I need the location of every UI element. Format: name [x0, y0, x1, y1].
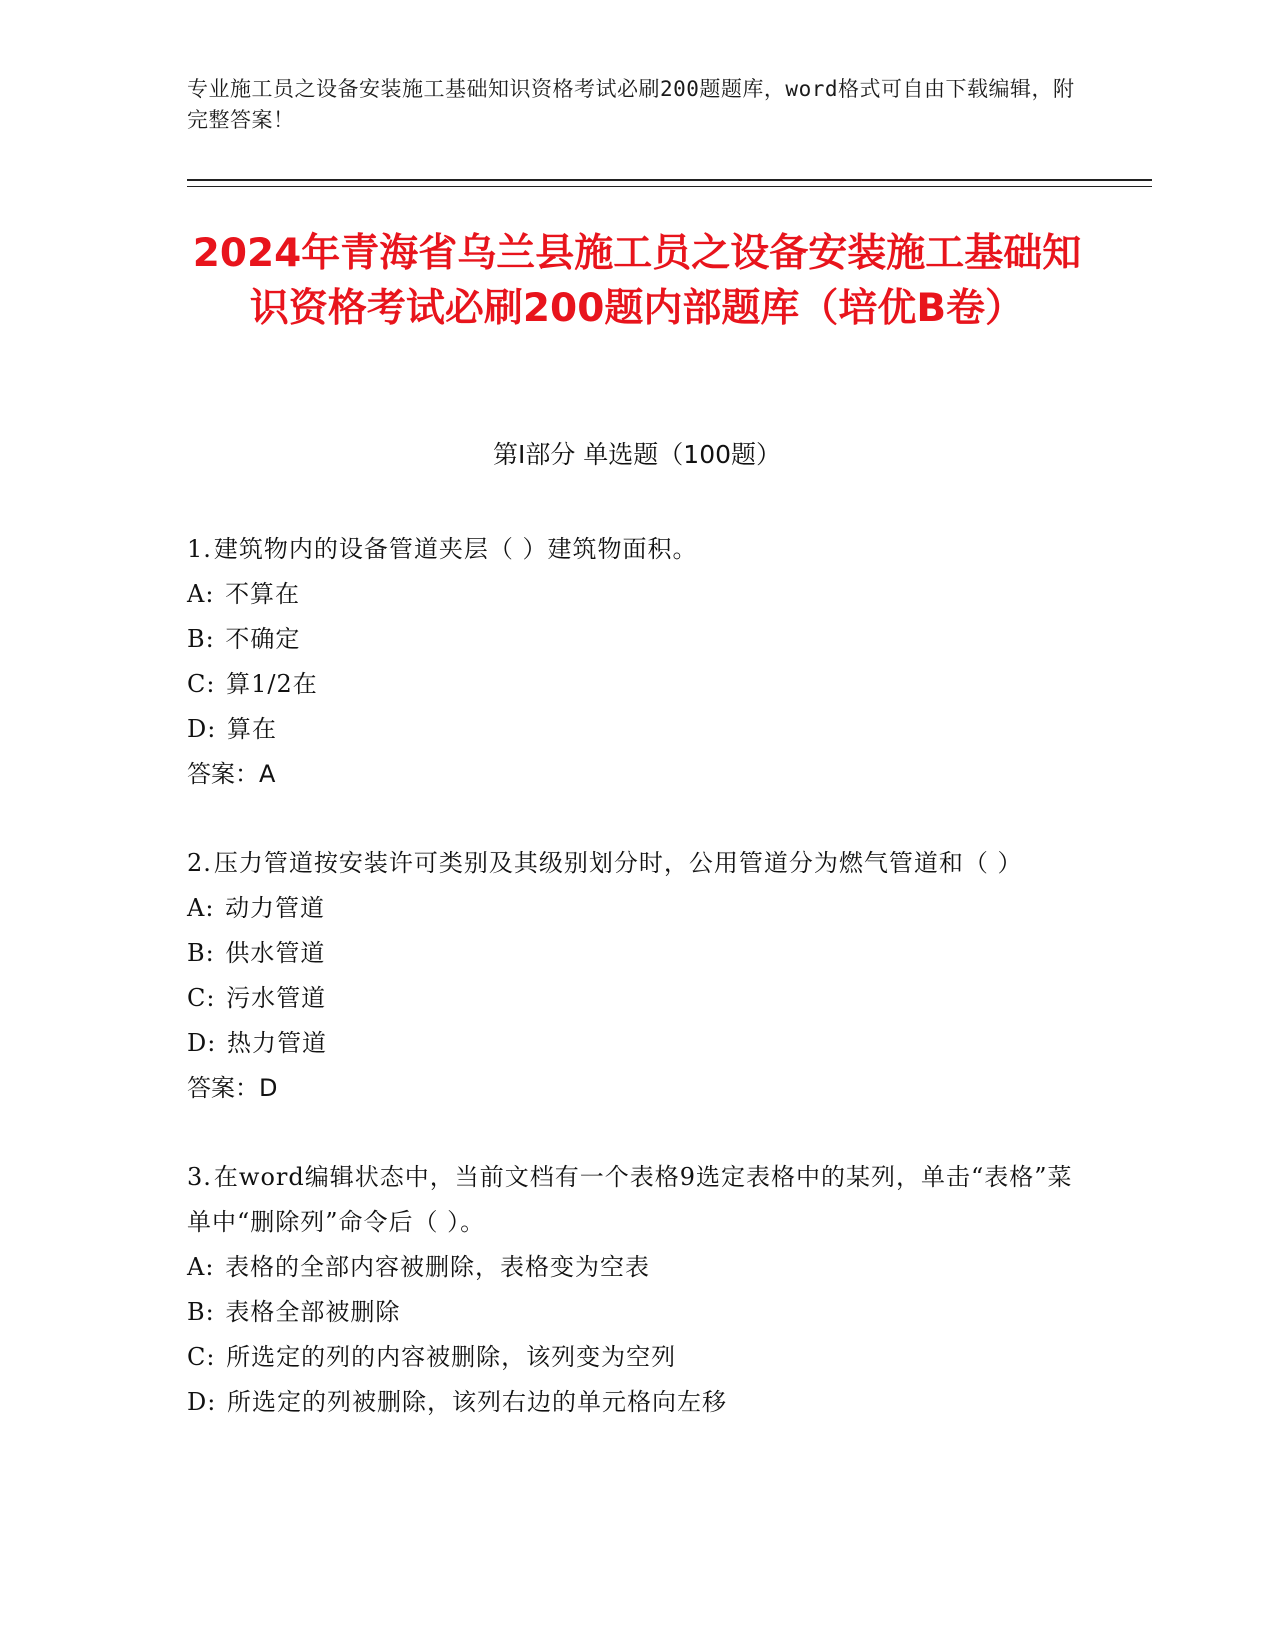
option-text: 不算在 [225, 580, 301, 608]
option-text: 算1/2在 [226, 670, 318, 698]
question-2 [187, 841, 1077, 1111]
question-number: 3. [187, 1163, 212, 1191]
header-note: 专业施工员之设备安装施工基础知识资格考试必刷200题题库，word格式可自由下载编辑，附完整答案！ [187, 77, 1075, 132]
option-b [187, 617, 1077, 662]
option-text: 所选定的列的内容被删除，该列变为空列 [226, 1343, 677, 1371]
header-rule-thin [187, 186, 1152, 187]
question-text: 建筑物内的设备管道夹层（ ）建筑物面积。 [213, 535, 698, 563]
question-number: 2. [187, 849, 212, 877]
option-c [187, 976, 1077, 1021]
option-text: 动力管道 [225, 894, 326, 922]
option-d [187, 707, 1077, 752]
question-1 [187, 527, 1077, 797]
option-b [187, 1290, 1077, 1335]
option-key: B: [187, 1298, 215, 1326]
option-a [187, 572, 1077, 617]
option-a [187, 886, 1077, 931]
option-text: 表格的全部内容被删除，表格变为空表 [225, 1253, 651, 1281]
document-title: 2024年青海省乌兰县施工员之设备安装施工基础知识资格考试必刷200题内部题库（培优B卷） [192, 231, 1082, 331]
option-text: 污水管道 [226, 984, 327, 1012]
option-c [187, 1335, 1077, 1380]
option-key: C: [187, 670, 216, 698]
question-number: 1. [187, 535, 212, 563]
section-heading: 第Ⅰ部分 单选题（100题） [492, 440, 782, 469]
option-d [187, 1021, 1077, 1066]
option-d [187, 1380, 1077, 1425]
option-text: 算在 [226, 715, 277, 743]
question-text: 在word编辑状态中，当前文档有一个表格9选定表格中的某列，单击“表格”菜单中“删除列”命令后（ ）。 [187, 1163, 1073, 1236]
option-text: 供水管道 [225, 939, 326, 967]
question-list [187, 527, 1077, 1469]
question-text: 压力管道按安装许可类别及其级别划分时，公用管道分为燃气管道和（ ） [213, 849, 1023, 877]
answer-line: 答案：D [187, 1074, 278, 1102]
option-c [187, 662, 1077, 707]
question-stem [187, 527, 1077, 572]
option-key: A: [187, 894, 215, 922]
option-key: C: [187, 1343, 216, 1371]
option-key: D: [187, 1388, 217, 1416]
question-3 [187, 1155, 1077, 1425]
question-stem [187, 841, 1077, 886]
option-key: B: [187, 939, 215, 967]
option-key: C: [187, 984, 216, 1012]
answer-line: 答案：A [187, 760, 276, 788]
option-key: B: [187, 625, 215, 653]
option-text: 热力管道 [226, 1029, 327, 1057]
question-stem [187, 1155, 1077, 1245]
option-a [187, 1245, 1077, 1290]
option-text: 所选定的列被删除，该列右边的单元格向左移 [226, 1388, 727, 1416]
option-text: 表格全部被删除 [225, 1298, 401, 1326]
option-b [187, 931, 1077, 976]
option-text: 不确定 [225, 625, 301, 653]
option-key: D: [187, 715, 217, 743]
option-key: A: [187, 580, 215, 608]
header-rule [187, 179, 1152, 181]
option-key: D: [187, 1029, 217, 1057]
option-key: A: [187, 1253, 215, 1281]
